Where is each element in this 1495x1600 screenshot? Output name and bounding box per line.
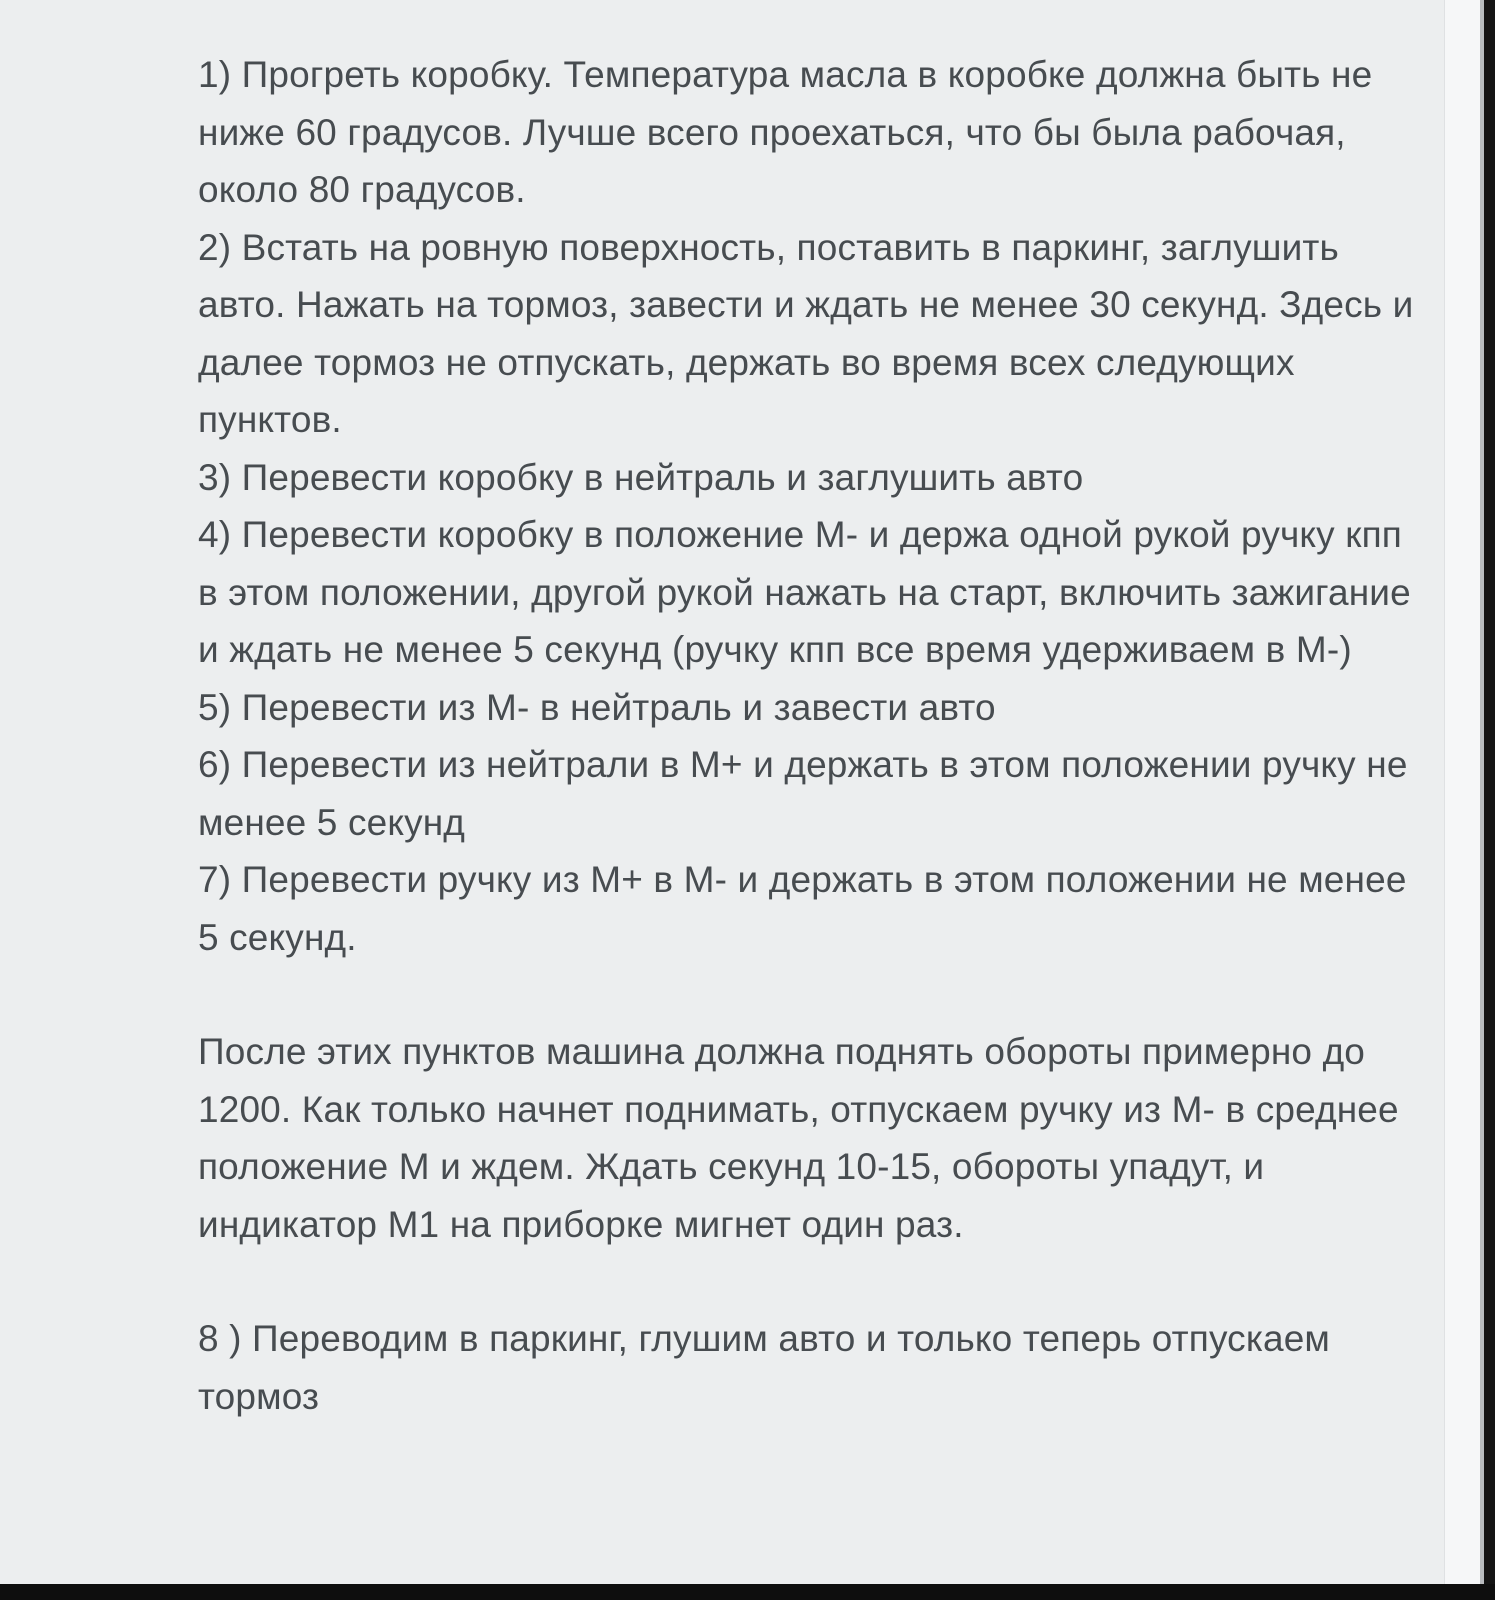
step-3: 3) Перевести коробку в нейтраль и заглушить авто	[198, 456, 1084, 498]
bottom-edge	[0, 1584, 1495, 1600]
step-7: 7) Перевести ручку из М+ в М- и держать в этом положении не менее 5 секунд.	[198, 859, 1407, 958]
step-6: 6) Перевести из нейтрали в М+ и держать в этом положении ручку не менее 5 секунд	[198, 744, 1408, 843]
result-note: После этих пунктов машина должна поднять обороты примерно до 1200. Как только начнет поднимать, отпускаем ручку из М- в среднее положение М и ждем. Ждать секунд 10-15, обороты упадут, и индикатор М1 на приборке мигнет один раз.	[198, 1031, 1399, 1245]
step-2: 2) Встать на ровную поверхность, поставить в паркинг, заглушить авто. Нажать на тормоз, завести и ждать не менее 30 секунд. Здесь и далее тормоз не отпускать, держать во время всех следующих пунктов.	[198, 226, 1414, 440]
side-margin	[1444, 0, 1480, 1584]
step-1: 1) Прогреть коробку. Температура масла в коробке должна быть не ниже 60 градусов. Лучше всего проехаться, что бы была рабочая, около 80 градусов.	[198, 54, 1373, 210]
article-text	[198, 46, 1428, 1425]
step-4: 4) Перевести коробку в положение М- и держа одной рукой ручку кпп в этом положении, другой рукой нажать на старт, включить зажигание и ждать не менее 5 секунд (ручку кпп все время удерживаем в М-)	[198, 514, 1411, 670]
step-5: 5) Перевести из М- в нейтраль и завести авто	[198, 686, 996, 728]
scrollbar-track[interactable]	[1480, 0, 1484, 1584]
step-8: 8 ) Переводим в паркинг, глушим авто и только теперь отпускаем тормоз	[198, 1318, 1331, 1417]
